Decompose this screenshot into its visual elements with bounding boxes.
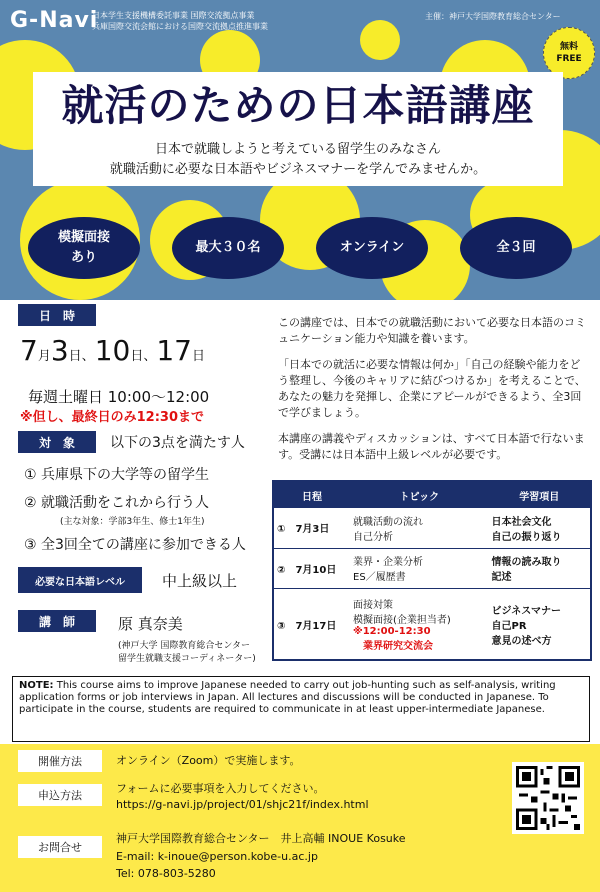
title-box (33, 72, 563, 134)
condition-1: ① 兵庫県下の大学等の留学生 (24, 467, 210, 483)
row-items: 情報の読み取り 記述 (489, 548, 590, 589)
column-header: 学習項目 (489, 482, 590, 508)
intro-line-1: 日本で就職しようと考えている留学生のみなさん (154, 142, 441, 157)
free-badge-jp: 無料 (559, 42, 578, 52)
description-paragraph: 「日本での就活に必要な情報は何か」「自己の経験や能力をどう整理し、今後のキャリアに結びつけるか」を考えることで、あなたの魅力を発揮し、企業にアピールができるよう、全3回で学びましょう。 (278, 358, 586, 419)
intro-line-2: 就職活動に必要な日本語やビジネスマナーを学んでみませんか。 (109, 162, 487, 177)
condition-2-note: (主な対象：学部3年生、修士1年生) (60, 517, 205, 527)
logo: G-Navi (10, 8, 99, 33)
last-day-note: ※但し、最終日のみ12:30まで (20, 410, 205, 425)
row-topic: 面接対策 模擬面接(企業担当者) ※12:00-12:30 業界研究交流会 (353, 600, 451, 653)
row-date: ③ 7月17日 (277, 620, 337, 632)
lecturer-label: 講 師 (18, 610, 96, 632)
intro-box (33, 134, 563, 186)
free-badge-en: FREE (556, 54, 582, 64)
row-items: ビジネスマナー 自己PR 意見の述べ方 (491, 605, 562, 647)
row-items: 日本社会文化 自己の振り返り (489, 508, 590, 548)
apply-text: フォームに必要事項を入力してください。 (116, 782, 325, 795)
apply-label: 申込方法 (18, 784, 102, 806)
qr-code-icon[interactable] (512, 762, 584, 834)
condition-3: ③ 全3回全ての講座に参加できる人 (24, 537, 246, 553)
row-date: ① 7月3日 (274, 508, 350, 548)
pill-label-2: あり (70, 250, 97, 265)
condition-2: ② 就職活動をこれから行う人 (24, 495, 210, 511)
pill-label: 模擬面接 (57, 230, 110, 245)
table-header-row (274, 482, 590, 508)
column-header: 日程 (274, 482, 350, 508)
method-text: オンライン（Zoom）で実施します。 (116, 754, 301, 767)
contact-phone: Tel: 078-803-5280 (116, 867, 216, 880)
contact-name: 神戸大学国際教育総合センター 井上高輔 INOUE Kosuke (116, 832, 406, 845)
table-row (274, 589, 590, 659)
feature-pill-interview (28, 217, 140, 279)
pill-label: 全３回 (496, 240, 536, 255)
column-header: トピック (350, 482, 489, 508)
lecturer-affiliation-2: 留学生就職支援コーディネーター) (118, 654, 256, 664)
feature-pill-sessions (460, 217, 572, 279)
description-paragraph: この講座では、日本での就職活動において必要な日本語のコミュニケーション能力や知識を養います。 (278, 316, 586, 345)
note-label: NOTE: (19, 680, 54, 691)
feature-pill-online (316, 217, 428, 279)
host-text: 主催：神戸大学国際教育総合センター (425, 12, 561, 21)
program-subtitle-1: 日本学生支援機構委託事業 国際交流拠点事業 (92, 11, 255, 20)
program-subtitle-2: 兵庫国際交流会館における国際交流拠点推進事業 (92, 22, 268, 31)
lecturer-affiliation-1: (神戸大学 国際教育総合センター (118, 641, 251, 651)
level-value: 中上級以上 (162, 572, 238, 590)
apply-url-link[interactable]: https://g-navi.jp/project/01/shjc21f/index.html (116, 798, 369, 811)
course-description (278, 315, 590, 473)
lecturer-name: 原 真奈美 (118, 615, 183, 633)
pill-label: オンライン (339, 240, 405, 255)
english-note (12, 676, 590, 742)
row-topic: 就職活動の流れ 自己分析 (350, 508, 489, 548)
row-topic: 業界・企業分析 ES／履歴書 (350, 548, 489, 589)
table-row (274, 508, 590, 548)
note-text: This course aims to improve Japanese needed to carry out job-hunting such as self-analysis, writing application forms or job interviews in Japan. All lectures and discussions will be conducted in Japanese. To participate in the course, students are required to communicate in at least upper-intermediate Japanese. (19, 680, 556, 715)
datetime-label: 日 時 (18, 304, 96, 326)
table-row (274, 548, 590, 589)
level-label: 必要な日本語レベル (18, 567, 142, 593)
pill-label: 最大３０名 (195, 240, 261, 255)
target-description: 以下の3点を満たす人 (110, 435, 245, 451)
method-label: 開催方法 (18, 750, 102, 772)
schedule-table (272, 480, 592, 661)
contact-label: お問合せ (18, 836, 102, 858)
target-label: 対 象 (18, 431, 96, 453)
session-dates: 7月3日、10日、17日 (20, 334, 205, 367)
description-paragraph: 本講座の講義やディスカッションは、すべて日本語で行ないます。受講には日本語中上級レベルが必要です。 (278, 432, 585, 461)
contact-email[interactable]: E-mail: k-inoue@person.kobe-u.ac.jp (116, 850, 318, 863)
feature-pill-capacity (172, 217, 284, 279)
row-date: ② 7月10日 (274, 548, 350, 589)
weekly-time: 毎週土曜日 10:00～12:00 (28, 388, 210, 406)
page-title: 就活のための日本語講座 (61, 81, 535, 130)
